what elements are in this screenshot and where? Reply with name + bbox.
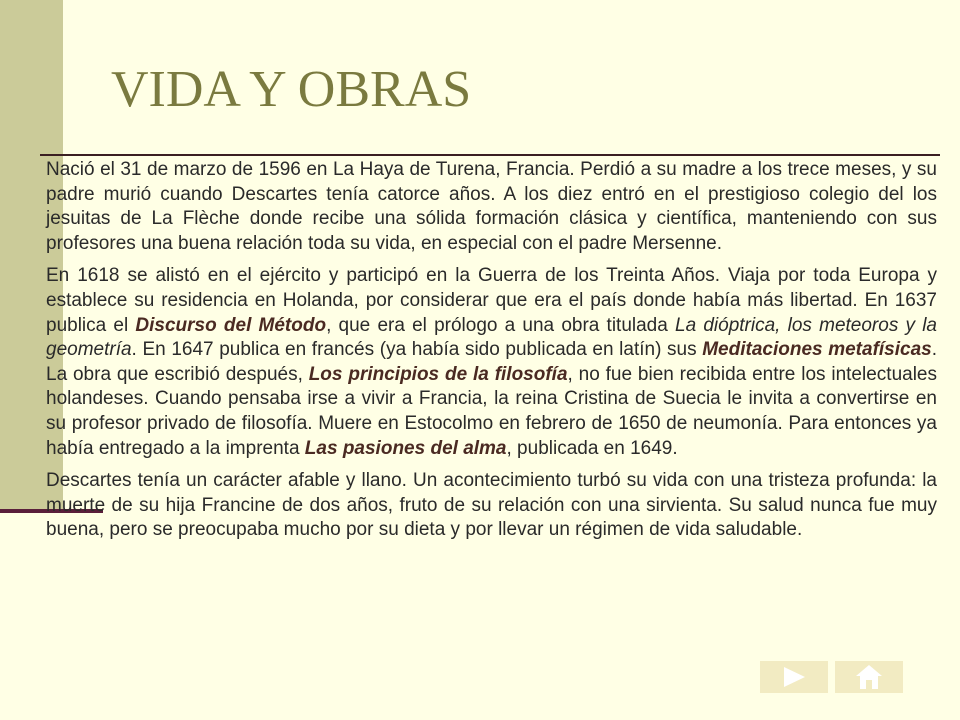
work-title-meditaciones: Meditaciones metafísicas (702, 339, 932, 361)
paragraph-run: Descartes tenía un carácter afable y llano. Un acontecimiento turbó su vida con una tristeza profunda: la muerte de su hija Francine de dos años, fruto de su relación con una sirvienta. Su salud nunca fue muy buena, pero se preocupaba mucho por su dieta y por llevar un régimen de vida saludable. (46, 470, 937, 541)
paragraph-run: , que era el prólogo a una obra titulada (326, 314, 676, 336)
paragraph-run: , publicada en 1649. (506, 437, 678, 459)
home-button[interactable] (835, 661, 903, 693)
paragraph-run: Nació el 31 de marzo de 1596 en La Haya de Turena, Francia. Perdió a su madre a los trece meses, y su padre murió cuando Descartes tenía catorce años. A los diez entró en el prestigioso colegio del los jesuitas de La Flèche donde recibe una sólida formación clásica y científica, manteniendo con sus profesores una buena relación toda su vida, en especial con el padre Mersenne. (46, 159, 937, 254)
house-icon (855, 664, 883, 690)
work-title-discurso: Discurso del Método (135, 314, 327, 336)
next-slide-button[interactable] (760, 661, 828, 693)
work-title-principios: Los principios de la filosofía (308, 363, 568, 385)
play-triangle-icon (781, 666, 807, 688)
paragraph-run: En 1618 se alistó en el ejército y participó en la Guerra de los Treinta Años. Viaja por toda Europa y establece su residencia en Holanda, por considerar que era el país donde había más libertad. En 1637 publica el (46, 265, 937, 336)
paragraph-run: . La obra que escribió después, (46, 339, 937, 385)
paragraph-run: . En 1647 publica en francés (ya había sido publicada en latín) sus (131, 339, 703, 361)
slide-title: VIDA Y OBRAS (111, 61, 472, 118)
paragraph-birth (46, 158, 937, 256)
slide-body (46, 158, 937, 551)
work-title-pasiones: Las pasiones del alma (304, 437, 507, 459)
paragraph-works (46, 264, 937, 461)
paragraph-run: , no fue bien recibida entre los intelectuales holandeses. Cuando pensaba irse a vivir a Francia, la reina Cristina de Suecia le invita a convertirse en su profesor privado de filosofía. Muere en Estocolmo en febrero de 1650 de neumonía. Para entonces ya había entregado a la imprenta (46, 363, 937, 459)
work-title-dioptrica: La dióptrica, los meteoros y la geometría (46, 314, 937, 361)
paragraph-character (46, 469, 937, 543)
title-divider-rule (40, 154, 940, 156)
